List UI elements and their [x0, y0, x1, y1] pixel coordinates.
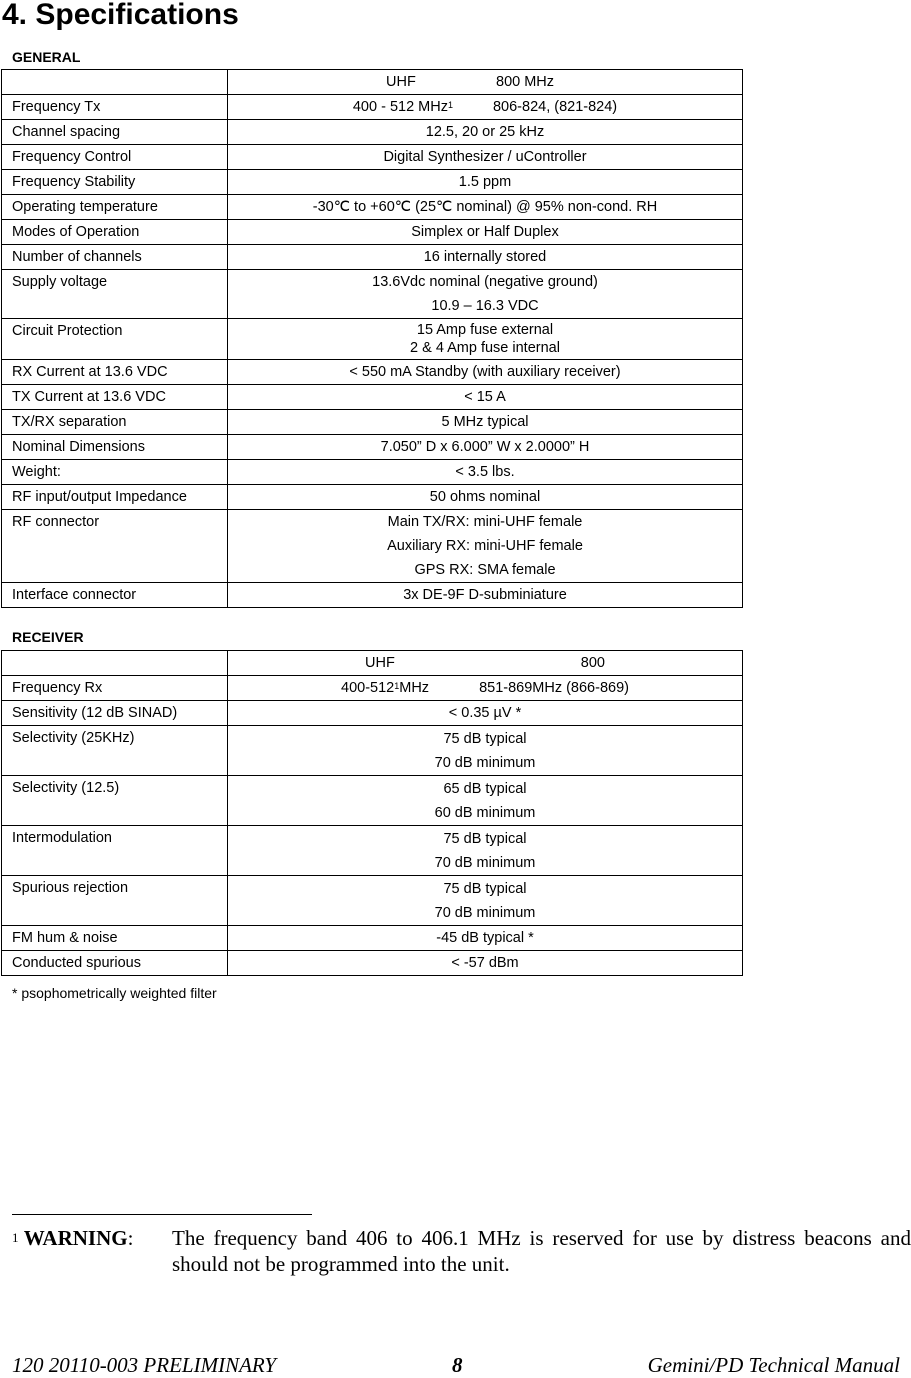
uhf-value: 400 - 512 MHz1: [353, 95, 453, 119]
uhf-header: UHF: [365, 655, 395, 671]
row-label: Frequency Rx: [2, 676, 228, 701]
row-value: Simplex or Half Duplex: [228, 220, 743, 245]
row-value: 50 ohms nominal: [228, 485, 743, 510]
value-line: GPS RX: SMA female: [414, 562, 556, 578]
table-row: [2, 385, 743, 410]
row-label: Supply voltage: [2, 270, 228, 319]
row-label: Frequency Tx: [2, 95, 228, 120]
row-label: RX Current at 13.6 VDC: [2, 360, 228, 385]
footnote-divider: [12, 1214, 312, 1215]
footnote: [12, 1225, 911, 1276]
table-row: [2, 435, 743, 460]
row-value: [228, 676, 743, 701]
value-line: Main TX/RX: mini-UHF female: [387, 514, 583, 530]
value-line: Auxiliary RX: mini-UHF female: [387, 538, 583, 554]
row-label: RF connector: [2, 510, 228, 583]
footer-page-number: 8: [452, 1353, 463, 1377]
table-row: [2, 319, 743, 360]
band-header-cell: [228, 651, 743, 676]
table-row: [2, 701, 743, 726]
row-value: 7.050” D x 6.000” W x 2.0000” H: [228, 435, 743, 460]
footnote-mark: 1: [12, 1230, 19, 1245]
row-value: [228, 319, 743, 360]
table-row: [2, 926, 743, 951]
footer-doc-number: 120 20110-003 PRELIMINARY: [12, 1353, 277, 1377]
empty-header-cell: [2, 70, 228, 95]
table-row: [2, 270, 743, 319]
general-heading: GENERAL: [12, 49, 81, 65]
table-row: [2, 145, 743, 170]
row-value: < 550 mA Standby (with auxiliary receiver): [228, 360, 743, 385]
value-line: 75 dB typical: [443, 881, 527, 897]
table-row: [2, 951, 743, 976]
row-label: Intermodulation: [2, 826, 228, 876]
empty-header-cell: [2, 651, 228, 676]
row-value: 3x DE-9F D-subminiature: [228, 583, 743, 608]
table-row: [2, 120, 743, 145]
uhf-value: 400-5121MHz: [341, 676, 429, 700]
receiver-spec-table: [1, 650, 743, 976]
row-label: Number of channels: [2, 245, 228, 270]
value-line: 15 Amp fuse external: [416, 322, 554, 338]
800-value: 851-869MHz (866-869): [479, 680, 629, 696]
row-value: [228, 270, 743, 319]
value-line: 65 dB typical: [443, 781, 527, 797]
row-value: -45 dB typical *: [228, 926, 743, 951]
row-label: Modes of Operation: [2, 220, 228, 245]
row-label: Spurious rejection: [2, 876, 228, 926]
row-label: Weight:: [2, 460, 228, 485]
band-header-cell: [228, 70, 743, 95]
row-label: Channel spacing: [2, 120, 228, 145]
row-label: Conducted spurious: [2, 951, 228, 976]
row-value: 12.5, 20 or 25 kHz: [228, 120, 743, 145]
row-value: < -57 dBm: [228, 951, 743, 976]
table-row: [2, 826, 743, 876]
table-row: [2, 360, 743, 385]
row-value: [228, 726, 743, 776]
table-row: [2, 510, 743, 583]
table-row: [2, 195, 743, 220]
row-label: Nominal Dimensions: [2, 435, 228, 460]
800mhz-header: 800 MHz: [496, 74, 555, 90]
row-value: [228, 876, 743, 926]
table-row: [2, 651, 743, 676]
table-row: [2, 245, 743, 270]
table-row: [2, 460, 743, 485]
general-spec-table: [1, 69, 743, 608]
page-title: 4. Specifications: [2, 0, 239, 31]
warning-text: The frequency band 406 to 406.1 MHz is reserved for use by distress beacons and should not be programmed into the unit.: [172, 1226, 911, 1276]
table-row: [2, 876, 743, 926]
row-label: Interface connector: [2, 583, 228, 608]
warning-label: WARNING: [23, 1226, 128, 1250]
row-value: 5 MHz typical: [228, 410, 743, 435]
row-value: 1.5 ppm: [228, 170, 743, 195]
table-row: [2, 95, 743, 120]
table-row: [2, 485, 743, 510]
uhf-header: UHF: [386, 74, 416, 90]
row-value: 16 internally stored: [228, 245, 743, 270]
value-line: 70 dB minimum: [434, 905, 536, 921]
table-row: [2, 70, 743, 95]
row-value: -30℃ to +60℃ (25℃ nominal) @ 95% non-cond. RH: [228, 195, 743, 220]
table-row: [2, 170, 743, 195]
table-row: [2, 583, 743, 608]
row-label: Selectivity (12.5): [2, 776, 228, 826]
value-line: 13.6Vdc nominal (negative ground): [372, 274, 598, 290]
footer-manual-title: Gemini/PD Technical Manual: [647, 1353, 900, 1377]
table-row: [2, 726, 743, 776]
footnote-mark: 1: [394, 681, 400, 691]
800mhz-value: 806-824, (821-824): [492, 99, 618, 115]
row-label: Selectivity (25KHz): [2, 726, 228, 776]
row-value: < 0.35 µV *: [228, 701, 743, 726]
table-row: [2, 410, 743, 435]
value-line: 10.9 – 16.3 VDC: [431, 298, 539, 314]
footnote-mark: 1: [447, 100, 453, 110]
row-label: TX Current at 13.6 VDC: [2, 385, 228, 410]
value-line: 75 dB typical: [443, 731, 527, 747]
row-label: Operating temperature: [2, 195, 228, 220]
row-value: [228, 776, 743, 826]
row-value: Digital Synthesizer / uController: [228, 145, 743, 170]
warning-colon: :: [127, 1226, 134, 1250]
value-line: 75 dB typical: [443, 831, 527, 847]
row-label: TX/RX separation: [2, 410, 228, 435]
row-value: [228, 826, 743, 876]
row-label: Circuit Protection: [2, 319, 228, 360]
receiver-heading: RECEIVER: [12, 629, 84, 645]
row-label: RF input/output Impedance: [2, 485, 228, 510]
row-label: Sensitivity (12 dB SINAD): [2, 701, 228, 726]
row-label: Frequency Control: [2, 145, 228, 170]
value-line: 2 & 4 Amp fuse internal: [410, 340, 560, 356]
weighting-note: * psophometrically weighted filter: [12, 985, 217, 1001]
table-row: [2, 776, 743, 826]
table-row: [2, 220, 743, 245]
row-value: < 3.5 lbs.: [228, 460, 743, 485]
value-line: 70 dB minimum: [434, 755, 536, 771]
row-value: [228, 95, 743, 120]
800-header: 800: [580, 655, 605, 671]
row-value: [228, 510, 743, 583]
row-label: FM hum & noise: [2, 926, 228, 951]
value-line: 70 dB minimum: [434, 855, 536, 871]
row-label: Frequency Stability: [2, 170, 228, 195]
table-row: [2, 676, 743, 701]
value-line: 60 dB minimum: [434, 805, 536, 821]
row-value: < 15 A: [228, 385, 743, 410]
